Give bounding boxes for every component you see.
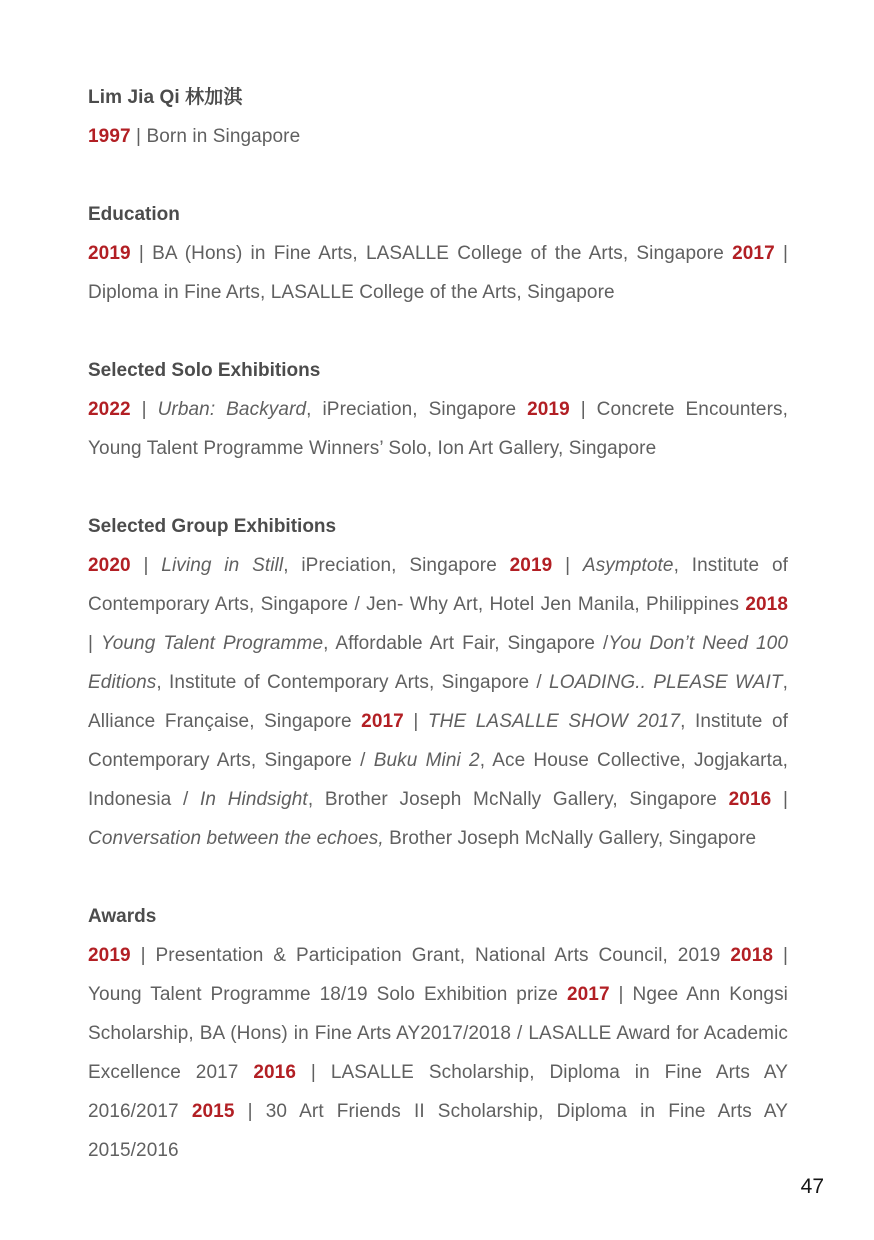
section-heading-awards: Awards <box>88 906 157 927</box>
section-heading-solo-exhibitions: Selected Solo Exhibitions <box>88 360 321 381</box>
section-group-exhibitions <box>88 507 788 858</box>
solo-exhibitions-paragraph: 2022 | Urban: Backyard, iPreciation, Singapore 2019 | Concrete Encounters, Young Talent Programme Winners’ Solo, Ion Art Gallery, Singapore <box>88 399 789 459</box>
section-solo-exhibitions <box>88 351 788 468</box>
group-exhibitions-paragraph: 2020 | Living in Still, iPreciation, Singapore 2019 | Asymptote, Institute of Contemporary Arts, Singapore / Jen- Why Art, Hotel Jen Manila, Philippines 2018 | Young Talent Programme, Affordable Art Fair, Singapore /You Don’t Need 100 Editions, Institute of Contemporary Arts, Singapore / LOADING.. PLEASE WAIT, Alliance Française, Singapore 2017 | THE LASALLE SHOW 2017, Institute of Contemporary Arts, Singapore / Buku Mini 2, Ace House Collective, Jogjakarta, Indonesia / In Hindsight, Brother Joseph McNally Gallery, Singapore 2016 | Conversation between the echoes, Brother Joseph McNally Gallery, Singapore <box>88 555 789 849</box>
section-heading-education: Education <box>88 204 180 225</box>
section-education <box>88 195 788 312</box>
section-heading-group-exhibitions: Selected Group Exhibitions <box>88 516 337 537</box>
awards-paragraph: 2019 | Presentation & Participation Grant, National Arts Council, 2019 2018 | Young Talent Programme 18/19 Solo Exhibition prize 2017 | Ngee Ann Kongsi Scholarship, BA (Hons) in Fine Arts AY2017/2018 / LASALLE Award for Academic Excellence 2017 2016 | LASALLE Scholarship, Diploma in Fine Arts AY 2016/2017 2015 | 30 Art Friends II Scholarship, Diploma in Fine Arts AY 2015/2016 <box>88 945 789 1161</box>
birth-line: 1997 | Born in Singapore <box>88 126 301 147</box>
artist-name: Lim Jia Qi 林加淇 <box>88 87 243 108</box>
cv-page <box>88 78 788 1170</box>
page-number: 47 <box>800 1175 824 1198</box>
education-paragraph: 2019 | BA (Hons) in Fine Arts, LASALLE College of the Arts, Singapore 2017 | Diploma in Fine Arts, LASALLE College of the Arts, Singapore <box>88 243 788 303</box>
section-awards <box>88 897 788 1170</box>
